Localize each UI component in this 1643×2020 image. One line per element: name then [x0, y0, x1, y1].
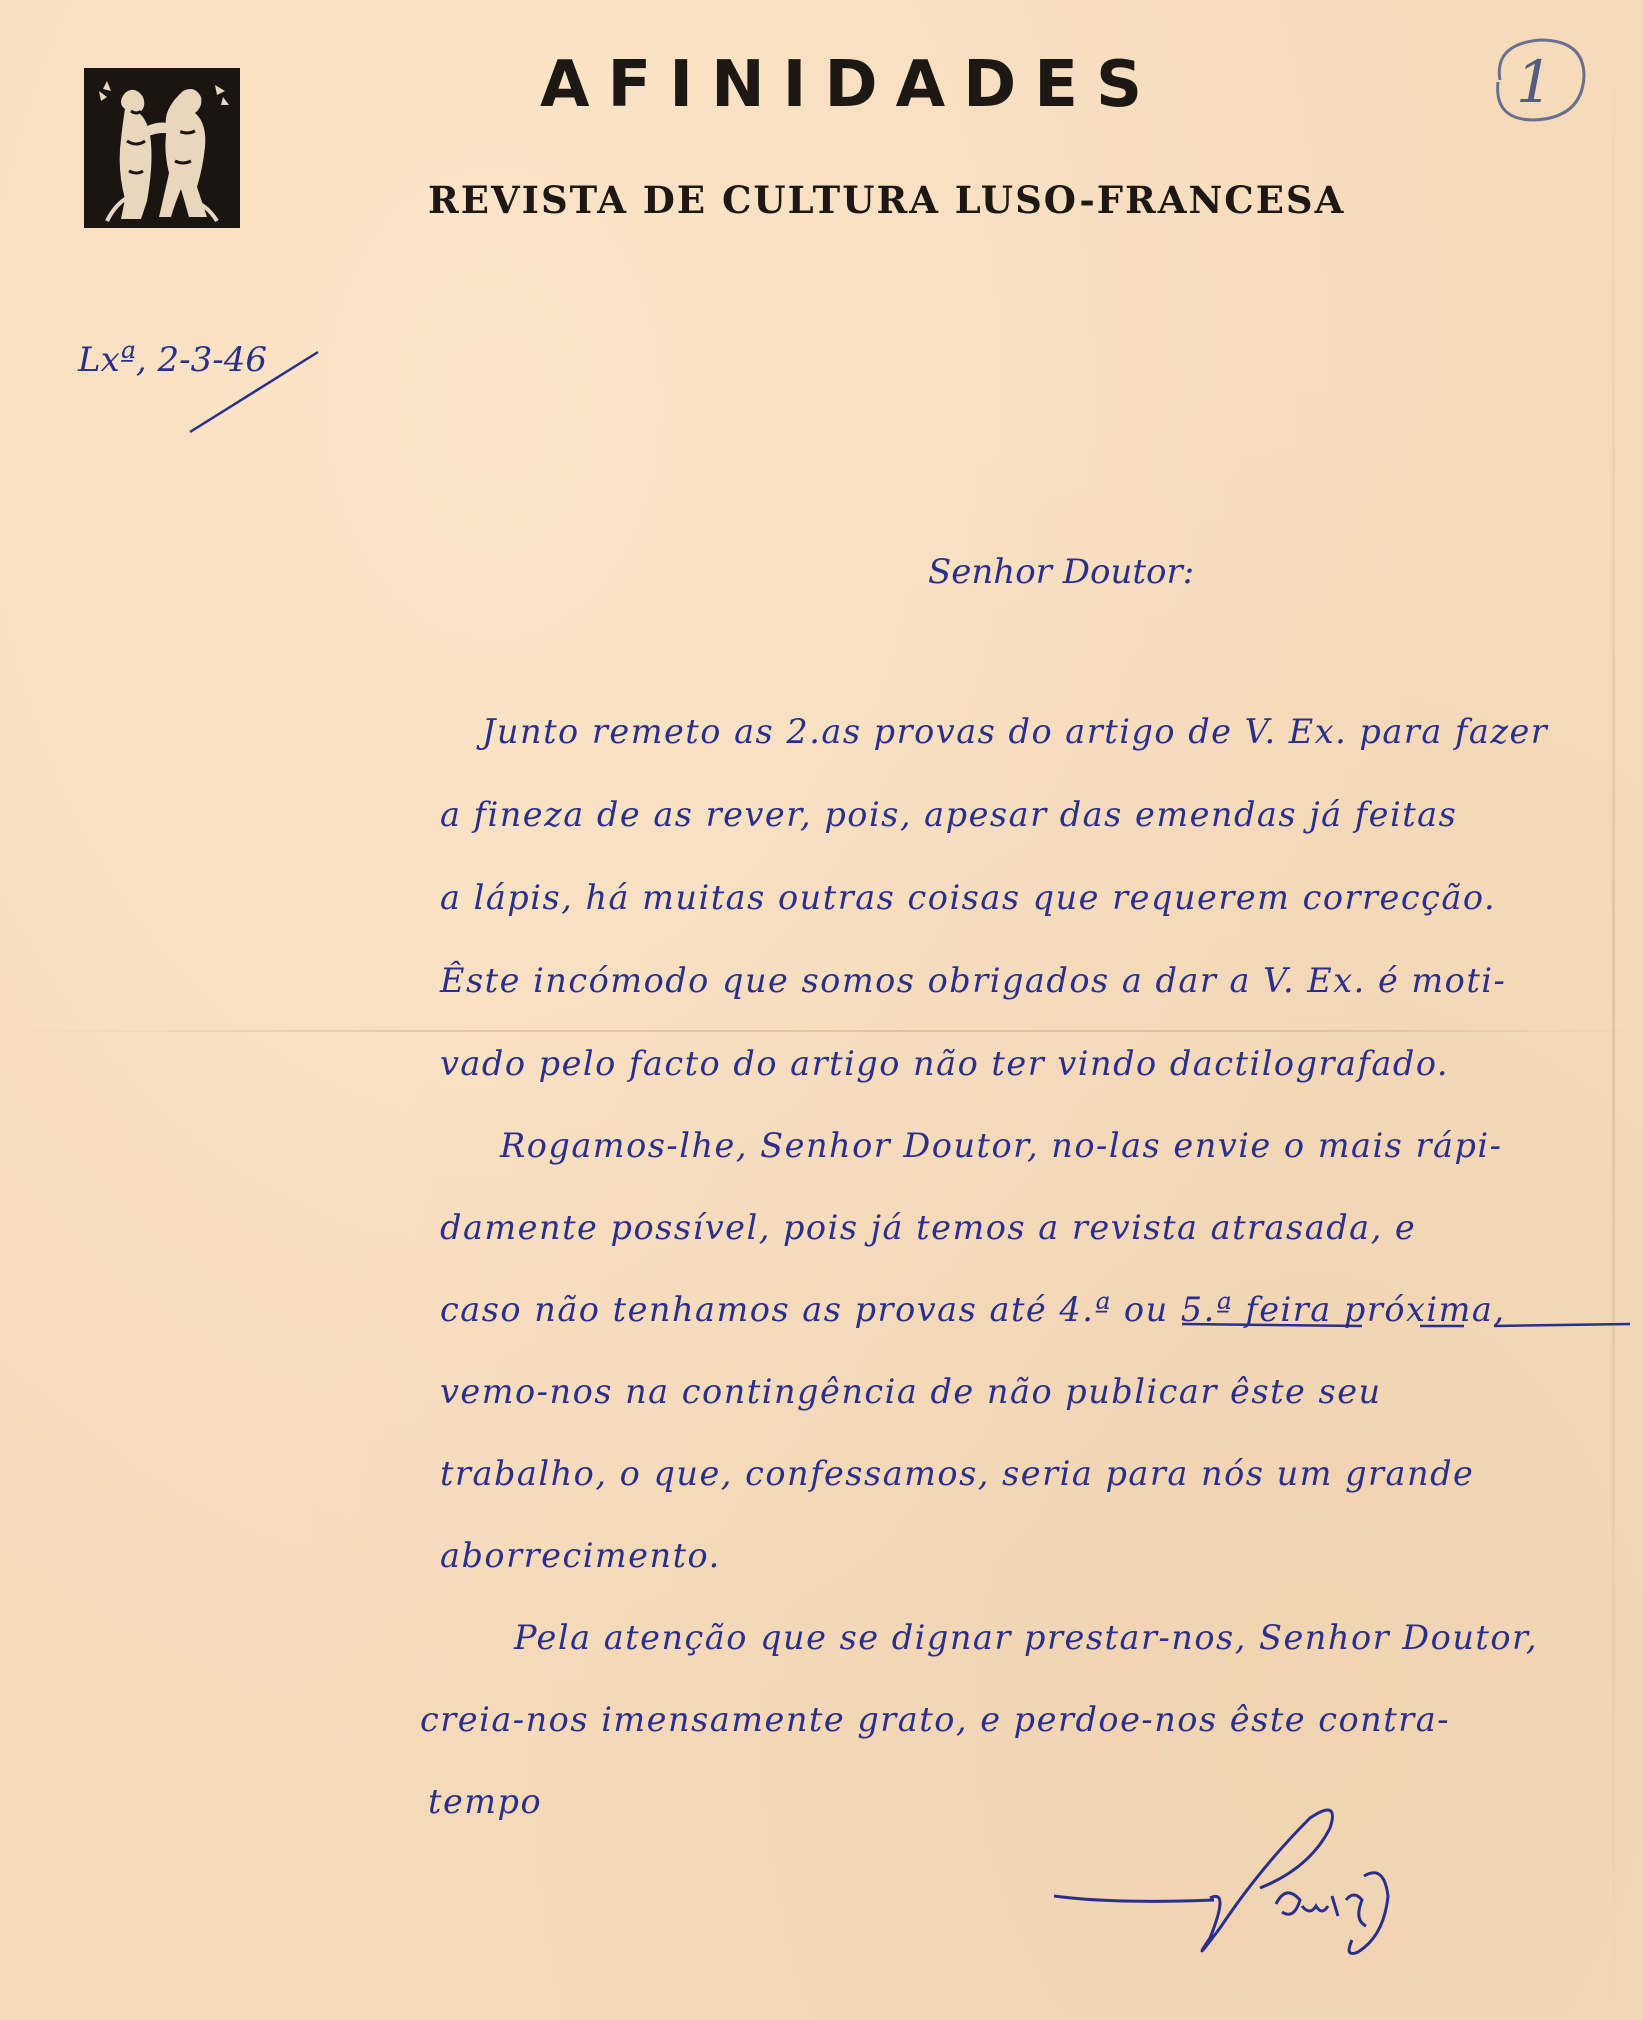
body-line: Rogamos-lhe, Senhor Doutor, no-las envie o mais rápi-	[500, 1126, 1503, 1165]
body-line: aborrecimento.	[440, 1536, 721, 1575]
masthead-title: AFINIDADES	[540, 48, 1161, 122]
body-line: caso não tenhamos as provas até 4.ª ou 5.ª feira próxima,	[440, 1290, 1506, 1329]
body-line: creia-nos imensamente grato, e perdoe-nos êste contra-	[420, 1700, 1451, 1739]
body-line: Êste incómodo que somos obrigados a dar a V. Ex. é moti-	[440, 961, 1507, 1000]
body-line: trabalho, o que, confessamos, seria para nós um grande	[440, 1454, 1475, 1493]
body-line: a fineza de as rever, pois, apesar das emendas já feitas	[440, 795, 1458, 834]
body-line: Junto remeto as 2.as provas do artigo de V. Ex. para fazer	[482, 712, 1549, 751]
paper-fold-line	[0, 1030, 1643, 1032]
masthead-subtitle: REVISTA DE CULTURA LUSO-FRANCESA	[428, 178, 1346, 222]
body-line: Pela atenção que se dignar prestar-nos, Senhor Doutor,	[514, 1618, 1539, 1657]
body-line: vado pelo facto do artigo não ter vindo dactilografado.	[440, 1044, 1450, 1083]
page-number: 1	[1516, 48, 1553, 116]
body-line: damente possível, pois já temos a revista atrasada, e	[440, 1208, 1417, 1247]
body-line: vemo-nos na contingência de não publicar êste seu	[440, 1372, 1382, 1411]
salutation: Senhor Doutor:	[928, 552, 1195, 592]
page-number-mark	[1480, 30, 1590, 130]
paper-crease	[1612, 0, 1615, 2020]
body-line: tempo	[428, 1782, 543, 1821]
letter-date: Lxª, 2-3-46	[78, 340, 268, 380]
body-line: a lápis, há muitas outras coisas que requerem correcção.	[440, 878, 1497, 917]
handwritten-signature-icon	[1040, 1780, 1460, 1980]
woodcut-two-figures-icon	[84, 68, 240, 228]
